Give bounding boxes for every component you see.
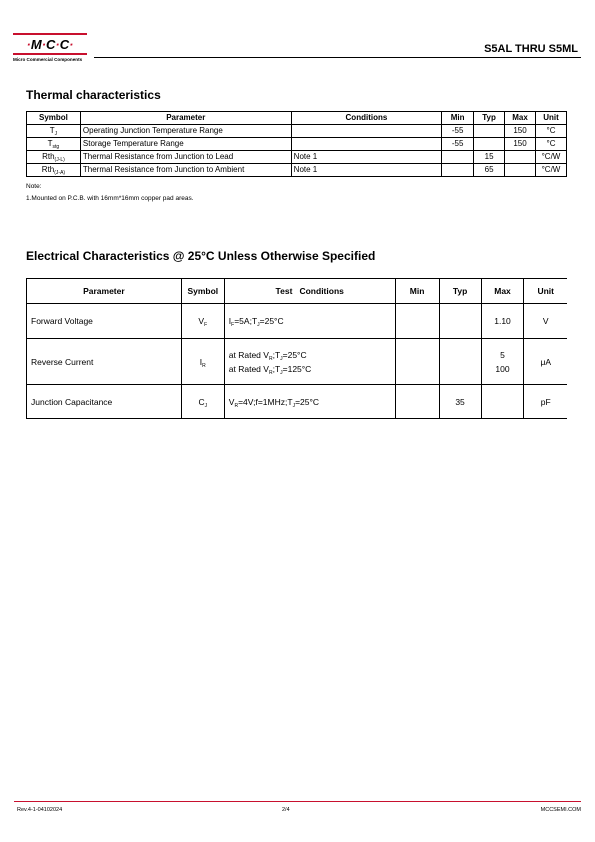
typ-cell bbox=[439, 339, 481, 385]
col-max: Max bbox=[505, 112, 536, 125]
logo-subtitle: Micro Commercial Components bbox=[13, 57, 83, 62]
col-min: Min bbox=[395, 279, 439, 304]
table-row bbox=[27, 164, 567, 177]
condition-line: at Rated $V_R;T_J=25^\circ C$ bbox=[228, 349, 307, 362]
parameter-cell: Operating Junction Temperature Range bbox=[80, 125, 291, 138]
conditions-cell bbox=[291, 125, 442, 138]
table-row bbox=[27, 304, 568, 339]
header-divider bbox=[94, 57, 581, 58]
col-typ: Typ bbox=[474, 112, 505, 125]
col-symbol: Symbol bbox=[27, 112, 81, 125]
logo-top-bar bbox=[13, 33, 87, 35]
col-parameter: Parameter bbox=[80, 112, 291, 125]
min-cell bbox=[395, 339, 439, 385]
min-cell: -55 bbox=[442, 138, 474, 151]
table-row bbox=[27, 125, 567, 138]
table-row bbox=[27, 339, 568, 385]
col-unit: Unit bbox=[524, 279, 567, 304]
logo-letters: ·M·C·C· bbox=[26, 37, 74, 52]
symbol-cell: Rth$_{(J-L)}$ bbox=[27, 151, 81, 164]
unit-cell: μA bbox=[524, 339, 567, 385]
symbol-cell: $C_J$ bbox=[181, 385, 224, 419]
table-row bbox=[27, 138, 567, 151]
min-cell bbox=[442, 151, 474, 164]
unit-cell: V bbox=[524, 304, 567, 339]
thermal-heading: Thermal characteristics bbox=[26, 88, 161, 102]
typ-cell: 65 bbox=[474, 164, 505, 177]
parameter-cell: Junction Capacitance bbox=[27, 385, 182, 419]
conditions-cell bbox=[224, 339, 395, 385]
typ-cell: 15 bbox=[474, 151, 505, 164]
electrical-heading: Electrical Characteristics @ 25°C Unless Otherwise Specified bbox=[26, 249, 376, 263]
website-link[interactable]: MCCSEMI.COM bbox=[540, 807, 581, 813]
table-row bbox=[27, 385, 568, 419]
conditions-cell: Note 1 bbox=[291, 151, 442, 164]
col-test-conditions: Test Conditions bbox=[224, 279, 395, 304]
parameter-cell: Thermal Resistance from Junction to Ambient bbox=[80, 164, 291, 177]
conditions-cell: $I_F=5A;T_J=25^\circ C$ bbox=[224, 304, 395, 339]
max-value: 5 bbox=[500, 349, 505, 360]
col-symbol: Symbol bbox=[181, 279, 224, 304]
typ-cell bbox=[474, 125, 505, 138]
min-cell bbox=[442, 164, 474, 177]
max-cell bbox=[505, 164, 536, 177]
table-header-row bbox=[27, 112, 567, 125]
min-cell bbox=[395, 385, 439, 419]
document-title: S5AL THRU S5ML bbox=[484, 43, 578, 55]
max-value: 100 bbox=[495, 363, 510, 374]
max-cell: 150 bbox=[505, 125, 536, 138]
footer-divider bbox=[14, 801, 581, 802]
unit-cell: °C bbox=[535, 125, 566, 138]
table-row bbox=[27, 151, 567, 164]
parameter-cell: Thermal Resistance from Junction to Lead bbox=[80, 151, 291, 164]
electrical-table bbox=[26, 278, 567, 419]
note-title: Note: bbox=[26, 183, 42, 190]
typ-cell bbox=[474, 138, 505, 151]
min-cell: -55 bbox=[442, 125, 474, 138]
conditions-cell bbox=[291, 138, 442, 151]
col-conditions: Conditions bbox=[291, 112, 442, 125]
col-max: Max bbox=[481, 279, 524, 304]
parameter-cell: Forward Voltage bbox=[27, 304, 182, 339]
page-number: 2/4 bbox=[282, 807, 290, 813]
condition-line: at Rated $V_R;T_J=125^\circ C$ bbox=[228, 363, 312, 376]
col-parameter: Parameter bbox=[27, 279, 182, 304]
conditions-cell: Note 1 bbox=[291, 164, 442, 177]
thermal-table bbox=[26, 111, 567, 177]
max-cell bbox=[481, 385, 524, 419]
typ-cell: 35 bbox=[439, 385, 481, 419]
note-1: 1.Mounted on P.C.B. with 16mm*16mm copper pad areas. bbox=[26, 195, 194, 202]
typ-cell bbox=[439, 304, 481, 339]
col-min: Min bbox=[442, 112, 474, 125]
symbol-cell: $T_J$ bbox=[27, 125, 81, 138]
logo-bottom-bar bbox=[13, 53, 87, 55]
revision-label: Rev.4-1-04102024 bbox=[17, 807, 63, 813]
symbol-cell: $T_{stg}$ bbox=[27, 138, 81, 151]
col-unit: Unit bbox=[535, 112, 566, 125]
col-typ: Typ bbox=[439, 279, 481, 304]
max-cell: 150 bbox=[505, 138, 536, 151]
max-cell bbox=[481, 339, 524, 385]
company-logo bbox=[13, 33, 89, 63]
min-cell bbox=[395, 304, 439, 339]
table-header-row bbox=[27, 279, 568, 304]
conditions-cell: $V_R=4V;f=1MHz;T_J=25^\circ C$ bbox=[224, 385, 395, 419]
unit-cell: °C/W bbox=[535, 164, 566, 177]
max-cell: 1.10 bbox=[481, 304, 524, 339]
symbol-cell: $V_F$ bbox=[181, 304, 224, 339]
symbol-cell: Rth$_{(J-A)}$ bbox=[27, 164, 81, 177]
unit-cell: pF bbox=[524, 385, 567, 419]
parameter-cell: Storage Temperature Range bbox=[80, 138, 291, 151]
unit-cell: °C bbox=[535, 138, 566, 151]
max-cell bbox=[505, 151, 536, 164]
symbol-cell: $I_R$ bbox=[181, 339, 224, 385]
unit-cell: °C/W bbox=[535, 151, 566, 164]
parameter-cell: Reverse Current bbox=[27, 339, 182, 385]
